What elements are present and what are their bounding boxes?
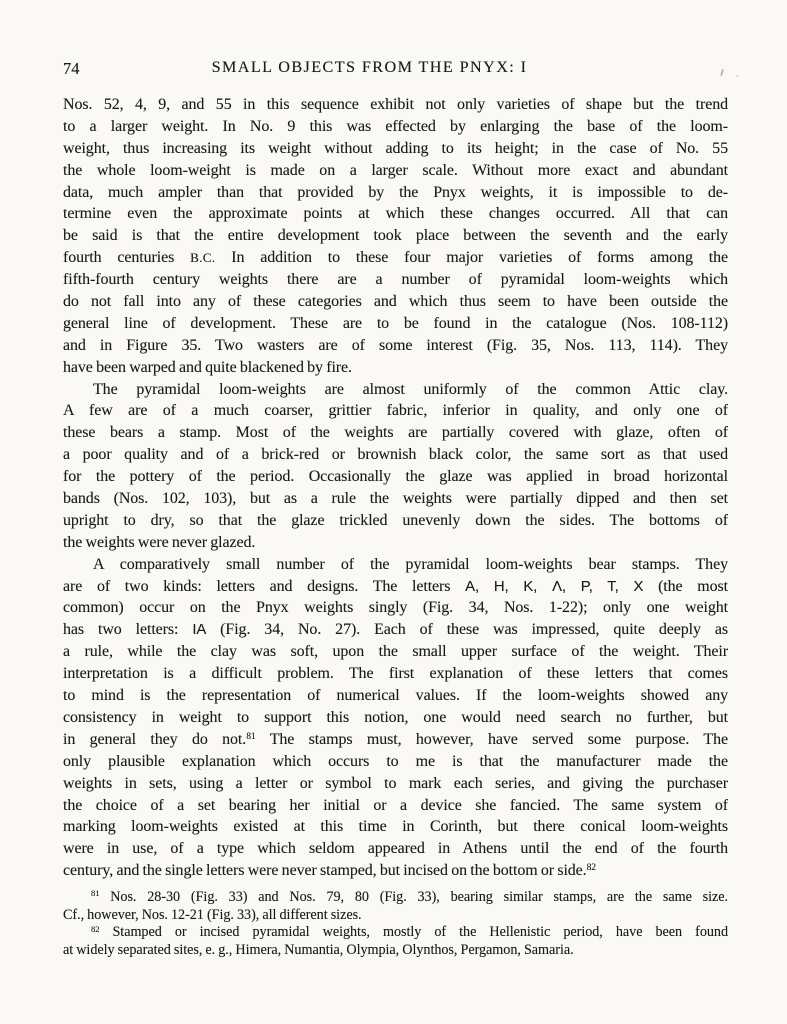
text-line: bands (Nos. 102, 103), but as a rule the weights were partially dipped and then set bbox=[63, 490, 728, 508]
text-line: termine even the approximate points at which these changes occurred. All that can bbox=[63, 205, 728, 223]
stamped-letters: B.C. bbox=[190, 250, 216, 266]
text-line: in general they do not.$^{81}$ The stamps must, however, have served some purpose. The bbox=[63, 730, 728, 748]
paragraph bbox=[63, 94, 728, 379]
footnote bbox=[63, 889, 728, 924]
text-line: the whole loom-weight is made on a larger scale. Without more exact and abundant bbox=[63, 161, 728, 179]
text-line: marking loom-weights existed at this time in Corinth, but there conical loom-weights bbox=[63, 818, 728, 836]
text-line: common) occur on the Pnyx weights singly (Fig. 34, Nos. 1-22); only one weight bbox=[63, 599, 728, 617]
text-line: these bears a stamp. Most of the weights are partially covered with glaze, often of bbox=[63, 424, 728, 442]
text-line: the weights were never glazed. bbox=[63, 533, 256, 551]
footnote-reference: 82 bbox=[586, 861, 596, 873]
text-line: A comparatively small number of the pyramidal loom-weights bear stamps. They bbox=[93, 555, 728, 573]
text-line: be said is that the entire development took place between the seventh and the early bbox=[63, 227, 728, 245]
text-line: are of two kinds: letters and designs. The letters A, H, K, Λ, P, T, X (the most bbox=[63, 577, 728, 595]
text-line: general line of development. These are to be found in the catalogue (Nos. 108-112) bbox=[63, 314, 728, 332]
text-line: for the pottery of the period. Occasionally the glaze was applied in broad horizontal bbox=[63, 468, 728, 486]
footnotes-section bbox=[63, 889, 728, 960]
page-header bbox=[63, 58, 728, 82]
text-line: consistency in weight to support this notion, one would need search no further, but bbox=[63, 708, 728, 726]
text-line: $^{81}$ Nos. 28-30 (Fig. 33) and Nos. 79, 80 (Fig. 33), bearing similar stamps, are the same size. bbox=[91, 889, 728, 905]
text-line: weights in sets, using a letter or symbol to mark each series, and giving the purchaser bbox=[63, 774, 728, 792]
footnote-reference: 81 bbox=[91, 889, 100, 899]
text-line: only plausible explanation which occurs to me is that the manufacturer made the bbox=[63, 752, 728, 770]
text-line: have been warped and quite blackened by fire. bbox=[63, 358, 352, 376]
text-line: data, much ampler than that provided by the Pnyx weights, it is impossible to de- bbox=[63, 183, 728, 201]
stamped-letters: IA bbox=[192, 622, 207, 639]
body-text bbox=[63, 94, 728, 882]
text-line: Cf., however, Nos. 12-21 (Fig. 33), all different sizes. bbox=[63, 906, 362, 923]
text-line: weight, thus increasing its weight without adding to its height; in the case of No. 55 bbox=[63, 139, 728, 157]
footnote bbox=[63, 924, 728, 959]
text-line: a poor quality and of a brick-red or brownish black color, the same sort as that used bbox=[63, 446, 728, 464]
text-line: to a larger weight. In No. 9 this was effected by enlarging the base of the loom- bbox=[63, 117, 728, 135]
running-head-title: SMALL OBJECTS FROM THE PNYX: I bbox=[211, 58, 528, 76]
text-line: A few are of a much coarser, grittier fabric, inferior in quality, and only one of bbox=[63, 402, 728, 420]
text-line: fifth-fourth century weights there are a number of pyramidal loom-weights which bbox=[63, 271, 728, 289]
text-line: and in Figure 35. Two wasters are of some interest (Fig. 35, Nos. 113, 114). They bbox=[63, 336, 728, 354]
text-line: were in use, of a type which seldom appeared in Athens until the end of the fourth bbox=[63, 840, 728, 858]
paragraph bbox=[63, 554, 728, 882]
scan-artifact bbox=[736, 75, 738, 77]
text-line: has two letters: IA (Fig. 34, No. 27). Each of these was impressed, quite deeply as bbox=[63, 621, 728, 639]
paragraph bbox=[63, 379, 728, 554]
text-line: The pyramidal loom-weights are almost uniformly of the common Attic clay. bbox=[93, 380, 728, 398]
text-line: the choice of a set bearing her initial or a device she fancied. The same system of bbox=[63, 796, 728, 814]
text-line: a rule, while the clay was soft, upon the small upper surface of the weight. Their bbox=[63, 643, 728, 661]
text-line: interpretation is a difficult problem. The first explanation of these letters that comes bbox=[63, 665, 728, 683]
text-line: Nos. 52, 4, 9, and 55 in this sequence exhibit not only varieties of shape but the trend bbox=[63, 96, 728, 113]
text-line: at widely separated sites, e. g., Himera, Numantia, Olympia, Olynthos, Pergamon, Samaria. bbox=[63, 942, 574, 959]
text-line: century, and the single letters were never stamped, but incised on the bottom or side.$^{82}$ bbox=[63, 861, 596, 880]
stamped-letters: A, H, K, Λ, P, T, X bbox=[465, 578, 644, 595]
text-line: do not fall into any of these categories and which thus seem to have been outside the bbox=[63, 293, 728, 311]
text-line: fourth centuries B.C. In addition to these four major varieties of forms among the bbox=[63, 249, 728, 267]
footnote-reference: 81 bbox=[246, 730, 256, 742]
text-line: to mind is the representation of numerical values. If the loom-weights showed any bbox=[63, 687, 728, 705]
text-line: $^{82}$ Stamped or incised pyramidal weights, mostly of the Hellenistic period, have been found bbox=[91, 924, 728, 941]
text-line: upright to dry, so that the glaze trickled unevenly down the sides. The bottoms of bbox=[63, 511, 728, 529]
page-number: 74 bbox=[63, 59, 80, 78]
footnote-reference: 82 bbox=[91, 924, 100, 934]
